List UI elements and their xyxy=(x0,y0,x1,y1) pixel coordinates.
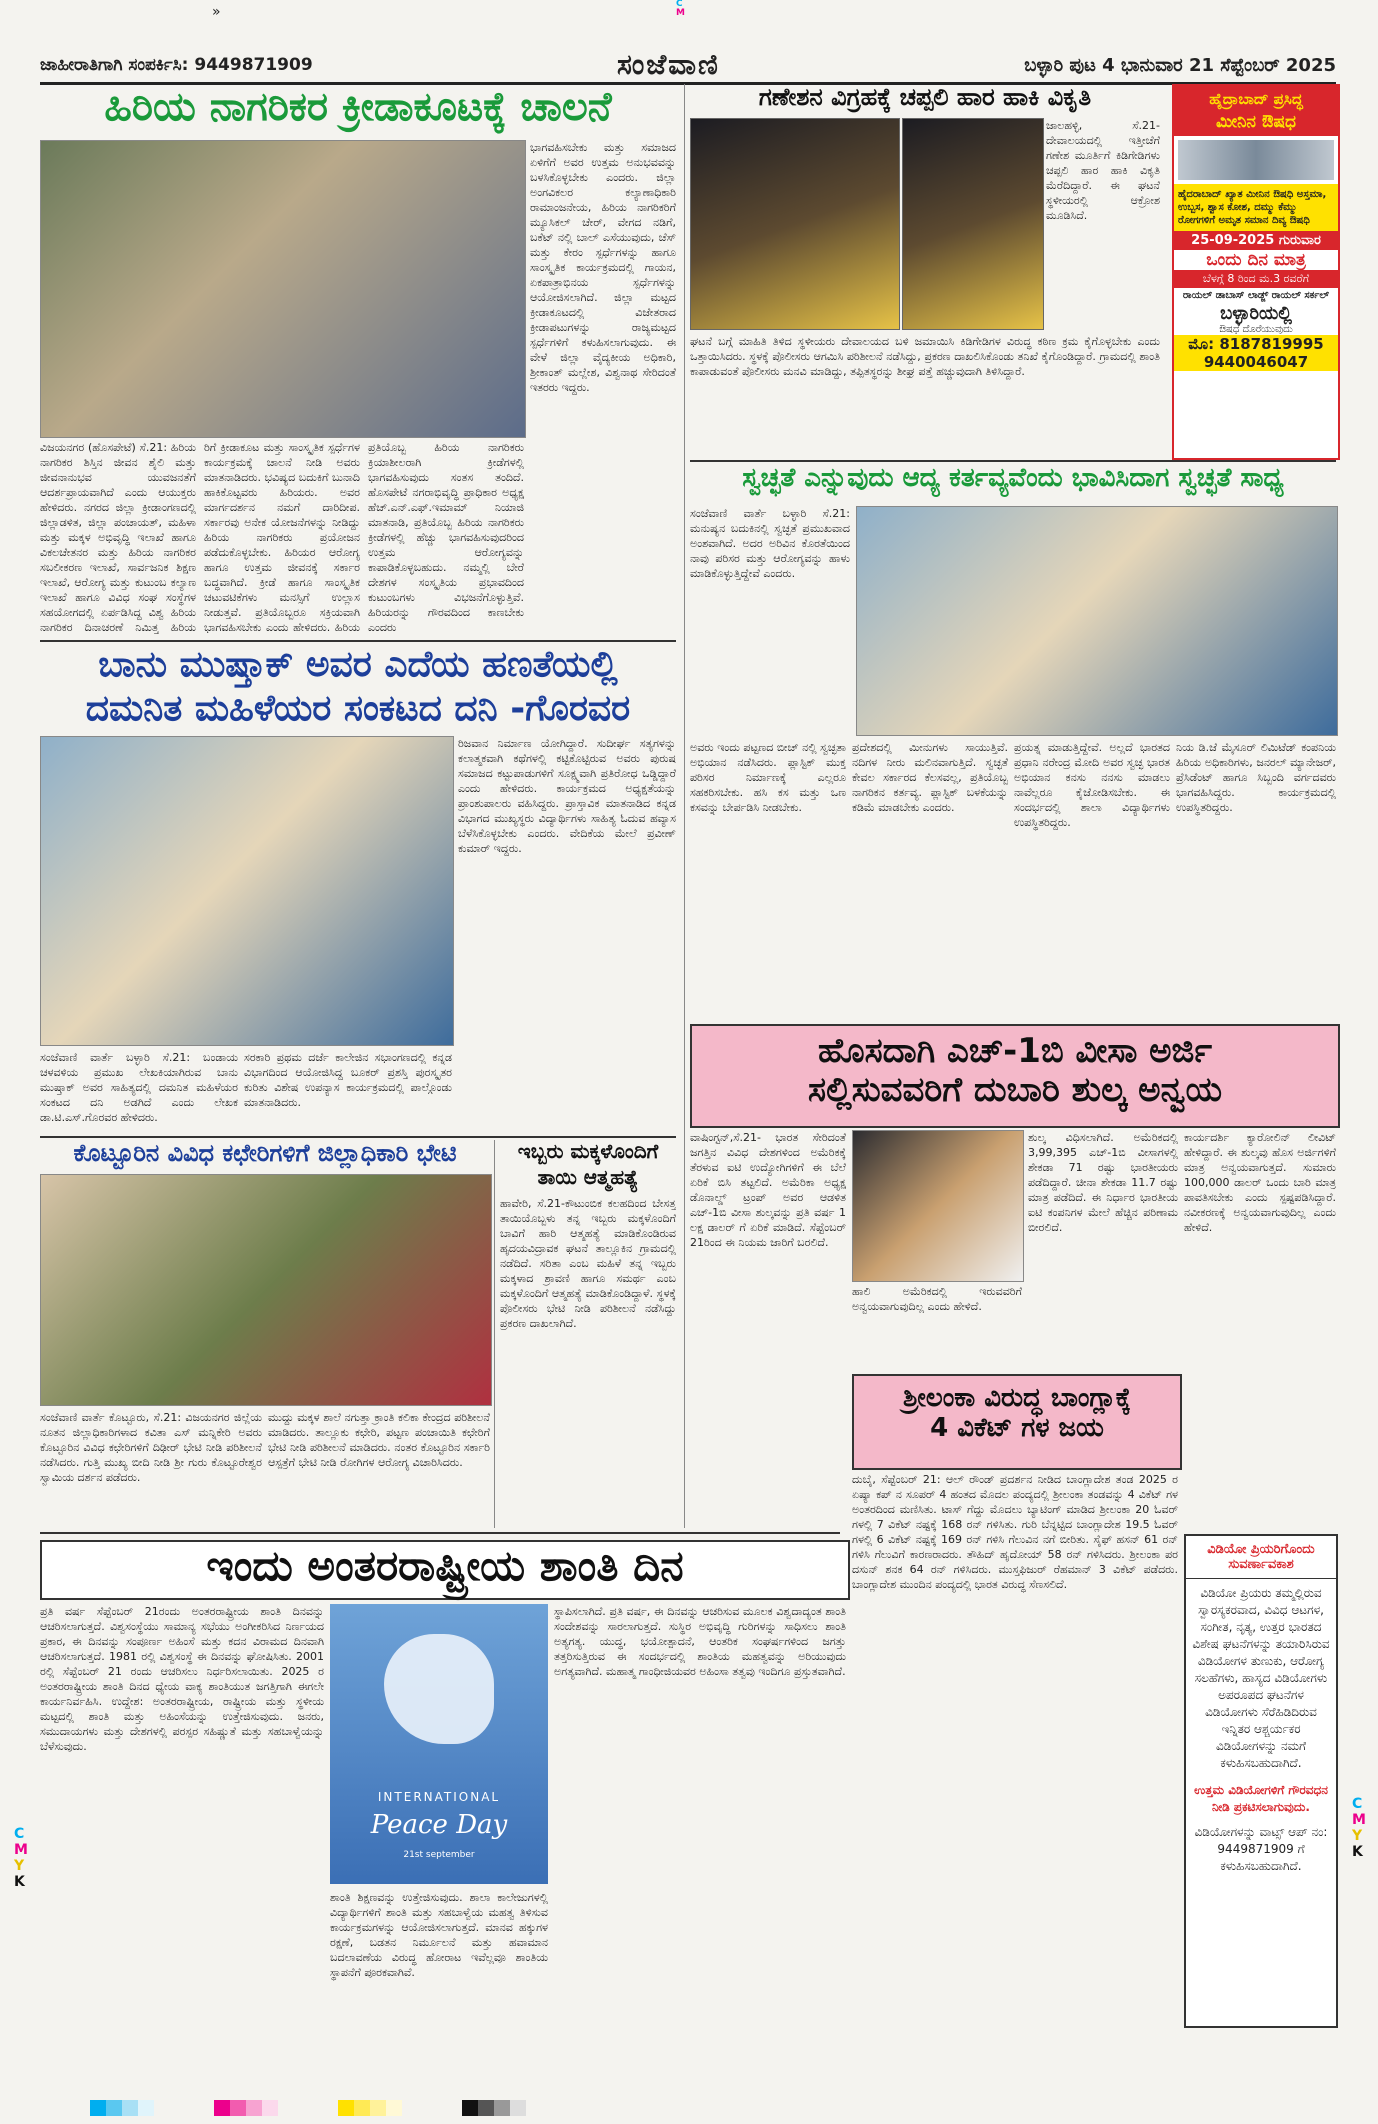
sidebar-footer: ವಿಡಿಯೋಗಳನ್ನು ವಾಟ್ಸ್ ಆಪ್ ನಂ: 9449871909 ಗೆ ಕಳುಹಿಸಬಹುದಾಗಿದೆ. xyxy=(1194,1825,1328,1873)
story2-col2: ರಿಜವಾನ ನಿರ್ಮಾಣ ಯೋಗಿದ್ದಾರೆ. ಸುದೀರ್ಘ ಸತ್ಯಗಳನ್ನು ಕಲಾತ್ಮಕವಾಗಿ ಕಥೆಗಳಲ್ಲಿ ಕಟ್ಟಿಕೊಟ್ಟಿರುವ ಅವರು ಪುರುಷ ಸಮಾಜದ ಕಟ್ಟುಪಾಡುಗಳಿಗೆ ಸೂಕ್ಷ್ಮವಾಗಿ ಪ್ರತಿರೋಧ ಒಡ್ಡಿದ್ದಾರೆ ಎಂದು ಹೇಳಿದರು. ಕಾರ್ಯಕ್ರಮದ ಅಧ್ಯಕ್ಷತೆಯನ್ನು ಪ್ರಾಂಶುಪಾಲರು ವಹಿಸಿದ್ದರು. ಪ್ರಾಸ್ತಾವಿಕ ಮಾತನಾಡಿದ ಕನ್ನಡ ವಿಭಾಗದ ಮುಖ್ಯಸ್ಥರು ವಿದ್ಯಾರ್ಥಿಗಳು ಸಾಹಿತ್ಯ ಓದುವ ಹವ್ಯಾಸ ಬೆಳೆಸಿಕೊಳ್ಳಬೇಕು ಎಂದರು. ವೇದಿಕೆಯ ಮೇಲೆ ಪ್ರವೀಣ್ ಕುಮಾರ್ ಇದ್ದರು. xyxy=(458,737,676,855)
ad-once: ಒಂದು ದಿನ ಮಾತ್ರ xyxy=(1206,250,1306,270)
cmyk-top-mark: C M xyxy=(676,0,685,18)
sidebar-body: ವಿಡಿಯೋ ಪ್ರಿಯರು ತಮ್ಮಲ್ಲಿರುವ ಸ್ವಾರಸ್ಯಕರವಾದ, ವಿವಿಧ ಆಟಗಳ, ಸಂಗೀತ, ನೃತ್ಯ, ಉತ್ತರ ಭಾರತದ ವಿಶೇಷ ಘಟನೆಗಳನ್ನು ತಯಾರಿಸಿರುವ ವಿಡಿಯೋಗಳ ತುಣುಕು, ಆರೋಗ್ಯ ಸಲಹೆಗಳು, ಹಾಸ್ಯದ ವಿಡಿಯೋಗಳು ಅಪರೂಪದ ಘಟನೆಗಳ ವಿಡಿಯೋಗಳು ಸೆರೆಹಿಡಿದಿರುವ ಇನ್ನಿತರ ಆಶ್ಚರ್ಯಕರ ವಿಡಿಯೋಗಳನ್ನು ನಮಗೆ ಕಳುಹಿಸಬಹುದಾಗಿದೆ. xyxy=(1192,1586,1330,1770)
story7-col3: ಕಾರ್ಯದರ್ಶಿ ಕ್ಯಾರೋಲಿನ್ ಲೀವಿಟ್ ಹೇಳಿದ್ದಾರೆ. ಈ ಶುಲ್ಕವು ಹೊಸ ಅರ್ಜಿಗಳಿಗೆ ಮಾತ್ರ ಅನ್ವಯವಾಗುತ್ತದೆ. ಸುಮಾರು 100,000 ಡಾಲರ್ ಒಂದು ಬಾರಿ ಮಾತ್ರ ಪಾವತಿಸಬೇಕು ಎಂದು ಸ್ಪಷ್ಟಪಡಿಸಿದ್ದಾರೆ. ನವೀಕರಣಕ್ಕೆ ಅನ್ವಯವಾಗುವುದಿಲ್ಲ ಎಂದು ಹೇಳಿದೆ. xyxy=(1184,1131,1336,1234)
story7-col2: ಶುಲ್ಕ ವಿಧಿಸಲಾಗಿದೆ. ಅಮೆರಿಕದಲ್ಲಿ 3,99,395 ಎಚ್-1ಬಿ ವೀಸಾಗಳಲ್ಲಿ ಶೇಕಡಾ 71 ರಷ್ಟು ಭಾರತೀಯರು ಪಡೆದಿದ್ದಾರೆ. ಚೀನಾ ಶೇಕಡಾ 11.7 ರಷ್ಟು ಮಾತ್ರ ಪಡೆದಿದೆ. ಈ ನಿರ್ಧಾರ ಭಾರತೀಯ ಐಟಿ ಕಂಪನಿಗಳ ಮೇಲೆ ಹೆಚ್ಚಿನ ಪರಿಣಾಮ ಬೀರಲಿದೆ. xyxy=(1028,1131,1178,1234)
cmyk-right-mark: C M Y K xyxy=(1352,1796,1366,1860)
fish-medicine-ad xyxy=(1172,84,1340,460)
story6-col4: ನಿಯ ಡಿ.ಜೆ ಮೈಸೂರ್ ಲಿಮಿಟೆಡ್ ಕಂಪನಿಯ ಹಿರಿಯ ಅಧಿಕಾರಿಗಳು, ಜನರಲ್ ಮ್ಯಾನೇಜರ್, ಪ್ರೆಸಿಡೆಂಟ್ ಹಾಗೂ ಸಿಬ್ಬಂದಿ ವರ್ಗದವರು ಭಾಗವಹಿಸಿದ್ದರು. ಕಾರ್ಯಕ್ರಮದಲ್ಲಿ ಉಪಸ್ಥಿತರಿದ್ದರು. xyxy=(1176,741,1336,814)
story5-body: ಘಟನೆ ಬಗ್ಗೆ ಮಾಹಿತಿ ತಿಳಿದ ಸ್ಥಳೀಯರು ದೇವಾಲಯದ ಬಳಿ ಜಮಾಯಿಸಿ ಕಿಡಿಗೇಡಿಗಳ ವಿರುದ್ಧ ಕಠಿಣ ಕ್ರಮ ಕೈಗೊಳ್ಳಬೇಕು ಎಂದು ಒತ್ತಾಯಿಸಿದರು. ಸ್ಥಳಕ್ಕೆ ಪೊಲೀಸರು ಆಗಮಿಸಿ ಪರಿಶೀಲನೆ ನಡೆಸಿದ್ದು, ಪ್ರಕರಣ ದಾಖಲಿಸಿಕೊಂಡು ತನಿಖೆ ಕೈಗೊಂಡಿದ್ದಾರೆ. ಗ್ರಾಮದಲ್ಲಿ ಶಾಂತಿ ಕಾಪಾಡುವಂತೆ ಪೊಲೀಸರು ಮನವಿ ಮಾಡಿದ್ದು, ತಪ್ಪಿತಸ್ಥರನ್ನು ಶೀಘ್ರ ಪತ್ತೆ ಹಚ್ಚುವುದಾಗಿ ತಿಳಿಸಿದ್ದಾರೆ. xyxy=(690,335,1160,378)
story2-headline-2: ದಮನಿತ ಮಹಿಳೆಯರ ಸಂಕಟದ ದನಿ -ಗೊರವರ xyxy=(85,688,631,729)
peace-day-poster xyxy=(330,1604,548,1884)
divider xyxy=(40,640,676,642)
story9-headline: ಇಂದು ಅಂತರರಾಷ್ಟ್ರೀಯ ಶಾಂತಿ ದಿನ xyxy=(40,1540,850,1600)
story9-col2: ಸ್ಥಾಪಿಸಲಾಗಿದೆ. ಪ್ರತಿ ವರ್ಷ, ಈ ದಿನವನ್ನು ಆಚರಿಸುವ ಮೂಲಕ ವಿಶ್ವದಾದ್ಯಂತ ಶಾಂತಿ ಸಂದೇಶವನ್ನು ಸಾರಲಾಗುತ್ತದೆ. ಸುಸ್ಥಿರ ಅಭಿವೃದ್ಧಿ ಗುರಿಗಳನ್ನು ಸಾಧಿಸಲು ಶಾಂತಿ ಅತ್ಯಗತ್ಯ. ಯುದ್ಧ, ಭಯೋತ್ಪಾದನೆ, ಆಂತರಿಕ ಸಂಘರ್ಷಗಳಿಂದ ಜಗತ್ತು ತತ್ತರಿಸುತ್ತಿರುವ ಈ ಸಂದರ್ಭದಲ್ಲಿ ಶಾಂತಿಯ ಮಹತ್ವವನ್ನು ಅರಿಯುವುದು ಅಗತ್ಯವಾಗಿದೆ. ಮಹಾತ್ಮ ಗಾಂಧೀಜಿಯವರ ಅಹಿಂಸಾ ತತ್ವವು ಇಂದಿಗೂ ಪ್ರಸ್ತುತವಾಗಿದೆ. xyxy=(554,1605,846,1678)
story7-headline-1: ಹೊಸದಾಗಿ ಎಚ್-1ಬಿ ವೀಸಾ ಅರ್ಜಿ xyxy=(817,1031,1213,1071)
poster-line1: INTERNATIONAL xyxy=(377,1790,501,1804)
sidebar-highlight: ಉತ್ತಮ ವಿಡಿಯೋಗಳಿಗೆ ಗೌರವಧನ ನೀಡಿ ಪ್ರಕಟಿಸಲಾಗುವುದು. xyxy=(1194,1783,1328,1814)
page-arrows: » xyxy=(212,4,221,20)
story5-side: ಜಾಲಹಳ್ಳಿ, ಸೆ.21- ದೇವಾಲಯದಲ್ಲಿ ಇತ್ತೀಚೆಗೆ ಗಣೇಶ ಮೂರ್ತಿಗೆ ಕಿಡಿಗೇಡಿಗಳು ಚಪ್ಪಲಿ ಹಾರ ಹಾಕಿ ವಿಕೃತಿ ಮೆರೆದಿದ್ದಾರೆ. ಈ ಘಟನೆ ಸ್ಥಳೀಯರಲ್ಲಿ ಆಕ್ರೋಶ ಮೂಡಿಸಿದೆ. xyxy=(1046,119,1160,222)
ad-title-1: ಹೈದ್ರಾಬಾದ್ ಪ್ರಸಿದ್ಧ xyxy=(1174,86,1338,112)
story1-photo xyxy=(40,140,526,438)
story1-col2: ರಿಗೆ ಕ್ರೀಡಾಕೂಟ ಮತ್ತು ಸಾಂಸ್ಕೃತಿಕ ಸ್ಪರ್ಧೆಗಳ ಕಾರ್ಯಕ್ರಮಕ್ಕೆ ಚಾಲನೆ ನೀಡಿ ಅವರು ಮಾತನಾಡಿದರು. ಭವಿಷ್ಯದ ಬದುಕಿಗೆ ಬುನಾದಿ ಹಾಕಿಕೊಟ್ಟವರು ಹಿರಿಯರು. ಅವರ ಮಾರ್ಗದರ್ಶನ ನಮಗೆ ದಾರಿದೀಪ. ಸರ್ಕಾರವು ಅನೇಕ ಯೋಜನೆಗಳನ್ನು ನೀಡಿದ್ದು ಹಿರಿಯ ನಾಗರಿಕರು ಪ್ರಯೋಜನ ಪಡೆದುಕೊಳ್ಳಬೇಕು. ಹಿರಿಯರ ಆರೋಗ್ಯ ಹಾಗೂ ಉತ್ತಮ ಜೀವನಕ್ಕೆ ಸರ್ಕಾರ ಬದ್ಧವಾಗಿದೆ. ಕ್ರೀಡೆ ಹಾಗೂ ಸಾಂಸ್ಕೃತಿಕ ಚಟುವಟಿಕೆಗಳು ಮನಸ್ಸಿಗೆ ಉಲ್ಲಾಸ ನೀಡುತ್ತವೆ. ಪ್ರತಿಯೊಬ್ಬರೂ ಸಕ್ರಿಯವಾಗಿ ಭಾಗವಹಿಸಬೇಕು ಎಂದು ಹೇಳಿದರು. ಹಿರಿಯ xyxy=(204,441,360,634)
story7-caption: ಹಾಲಿ ಅಮೆರಿಕದಲ್ಲಿ ಇರುವವರಿಗೆ ಅನ್ವಯವಾಗುವುದಿಲ್ಲ ಎಂದು ಹೇಳಿದೆ. xyxy=(852,1285,1022,1313)
story4-headline-2: ತಾಯಿ ಆತ್ಮಹತ್ಯೆ xyxy=(537,1165,639,1189)
story7-photo xyxy=(852,1130,1024,1282)
cmyk-left-mark: C M Y K xyxy=(14,1826,28,1890)
ad-city: ಬಳ್ಳಾರಿಯಲ್ಲಿ xyxy=(1220,303,1292,324)
story6-headline: ಸ್ವಚ್ಛತೆ ಎನ್ನುವುದು ಆದ್ಯ ಕರ್ತವ್ಯವೆಂದು ಭಾವಿಸಿದಾಗ ಸ್ವಚ್ಛತೆ ಸಾಧ್ಯ xyxy=(742,463,1284,493)
ad-date: 25-09-2025 ಗುರುವಾರ xyxy=(1174,231,1338,250)
ad-phone-2: 9440046047 xyxy=(1174,353,1338,371)
color-calibration-strip xyxy=(90,2100,526,2116)
ad-contact: ಜಾಹೀರಾತಿಗಾಗಿ ಸಂಪರ್ಕಿಸಿ: 9449871909 xyxy=(40,55,313,75)
story2-headline-1: ಬಾನು ಮುಷ್ತಾಕ್ ಅವರ ಎದೆಯ ಹಣತೆಯಲ್ಲಿ xyxy=(98,644,618,685)
story6-side: ಸಂಜೆವಾಣಿ ವಾರ್ತೆ ಬಳ್ಳಾರಿ ಸೆ.21: ಮನುಷ್ಯನ ಬದುಕಿನಲ್ಲಿ ಸ್ವಚ್ಛತೆ ಪ್ರಮುಖವಾದ ಅಂಶವಾಗಿದೆ. ಅದರ ಅರಿವಿನ ಕೊರತೆಯಿಂದ ನಾವು ಪರಿಸರ ಮತ್ತು ಆರೋಗ್ಯವನ್ನು ಹಾಳು ಮಾಡಿಕೊಳ್ಳುತ್ತಿದ್ದೇವೆ ಎಂದರು. xyxy=(690,507,850,580)
story6-col3: ಪ್ರಯತ್ನ ಮಾಡುತ್ತಿದ್ದೇವೆ. ಅಲ್ಲದೆ ಭಾರತದ ಪ್ರಧಾನಿ ನರೇಂದ್ರ ಮೋದಿ ಅವರ ಸ್ವಚ್ಛ ಭಾರತ ಅಭಿಯಾನ ಕನಸು ನನಸು ಮಾಡಲು ನಾವೆಲ್ಲರೂ ಕೈಜೋಡಿಸಬೇಕು. ಈ ಸಂದರ್ಭದಲ್ಲಿ ಶಾಲಾ ವಿದ್ಯಾರ್ಥಿಗಳು ಉಪಸ್ಥಿತರಿದ್ದರು. xyxy=(1014,741,1170,829)
story1-col1: ವಿಜಯನಗರ (ಹೊಸಪೇಟೆ) ಸೆ.21: ಹಿರಿಯ ನಾಗರಿಕರ ಶಿಸ್ತಿನ ಜೀವನ ಶೈಲಿ ಮತ್ತು ಜೀವನಾನುಭವ ಯುವಜನತೆಗೆ ಆದರ್ಶಪ್ರಾಯವಾಗಿದೆ ಎಂದು ಆಯುಕ್ತರು ಹೇಳಿದರು. ನಗರದ ಜಿಲ್ಲಾ ಕ್ರೀಡಾಂಗಣದಲ್ಲಿ ಜಿಲ್ಲಾಡಳಿತ, ಜಿಲ್ಲಾ ಪಂಚಾಯತ್, ಮಹಿಳಾ ಮತ್ತು ಮಕ್ಕಳ ಅಭಿವೃದ್ಧಿ ಇಲಾಖೆ ಹಾಗೂ ವಿಕಲಚೇತನರ ಮತ್ತು ಹಿರಿಯ ನಾಗರಿಕರ ಸಬಲೀಕರಣ ಇಲಾಖೆ, ಸಾರ್ವಜನಿಕ ಶಿಕ್ಷಣ ಇಲಾಖೆ, ಆರೋಗ್ಯ ಮತ್ತು ಕುಟುಂಬ ಕಲ್ಯಾಣ ಇಲಾಖೆ ಹಾಗೂ ವಿವಿಧ ಸಂಘ ಸಂಸ್ಥೆಗಳ ಸಹಯೋಗದಲ್ಲಿ ಏರ್ಪಡಿಸಿದ್ದ ವಿಶ್ವ ಹಿರಿಯ ನಾಗರಿಕರ ದಿನಾಚರಣೆ ನಿಮಿತ್ತ ಹಿರಿಯ xyxy=(40,441,196,634)
ad-contact-label: ಔಷಧ ದೊರೆಯುವುದು xyxy=(1219,324,1293,335)
poster-line2: Peace Day xyxy=(370,1810,508,1840)
ad-venue: ರಾಯಲ್ ಡಾಬಾಸ್ ಲಾಡ್ಜ್ ರಾಯಲ್ ಸರ್ಕಲ್ xyxy=(1182,290,1330,301)
story7-headline-2: ಸಲ್ಲಿಸುವವರಿಗೆ ದುಬಾರಿ ಶುಲ್ಕ ಅನ್ವಯ xyxy=(808,1070,1222,1111)
story5-headline: ಗಣೇಶನ ವಿಗ್ರಹಕ್ಕೆ ಚಪ್ಪಲಿ ಹಾರ ಹಾಕಿ ವಿಕೃತಿ xyxy=(758,83,1092,111)
story8-headline-box xyxy=(852,1374,1182,1470)
story5-photo-1 xyxy=(690,118,900,330)
story8-body: ದುಬೈ, ಸೆಪ್ಟೆಂಬರ್ 21: ಆಲ್ ರೌಂಡ್ ಪ್ರದರ್ಶನ ನೀಡಿದ ಬಾಂಗ್ಲಾದೇಶ ತಂಡ 2025 ರ ಏಷ್ಯಾ ಕಪ್ ನ ಸೂಪರ್ 4 ಹಂತದ ಮೊದಲ ಪಂದ್ಯದಲ್ಲಿ ಶ್ರೀಲಂಕಾ ತಂಡವನ್ನು 4 ವಿಕೆಟ್ ಗಳ ಅಂತರದಿಂದ ಮಣಿಸಿತು. ಟಾಸ್ ಗೆದ್ದು ಮೊದಲು ಬ್ಯಾಟಿಂಗ್ ಮಾಡಿದ ಶ್ರೀಲಂಕಾ 20 ಓವರ್ ಗಳಲ್ಲಿ 7 ವಿಕೆಟ್ ನಷ್ಟಕ್ಕೆ 168 ರನ್ ಗಳಿಸಿತು. ಗುರಿ ಬೆನ್ನಟ್ಟಿದ ಬಾಂಗ್ಲಾದೇಶ 19.5 ಓವರ್ ಗಳಲ್ಲಿ 6 ವಿಕೆಟ್ ನಷ್ಟಕ್ಕೆ 169 ರನ್ ಗಳಿಸಿ ಗೆಲುವಿನ ನಗೆ ಬೀರಿತು. ಸೈಫ್ ಹಸನ್ 61 ರನ್ ಗಳಿಸಿ ಗೆಲುವಿಗೆ ಕಾರಣರಾದರು. ತೌಹಿದ್ ಹೃದೋಯ್ 58 ರನ್ ಗಳಿಸಿದರು. ಶ್ರೀಲಂಕಾ ಪರ ದಸುನ್ ಶನಕ 64 ರನ್ ಗಳಿಸಿದರು. ಮುಸ್ತಫಿಜುರ್ ರೆಹಮಾನ್ 3 ವಿಕೆಟ್ ಪಡೆದರು. ಬಾಂಗ್ಲಾದೇಶ ಮುಂದಿನ ಪಂದ್ಯದಲ್ಲಿ ಭಾರತ ವಿರುದ್ಧ ಸೆಣಸಲಿದೆ. xyxy=(852,1473,1178,1591)
dove-icon xyxy=(384,1634,494,1744)
story2-col1: ಸಂಜೆವಾಣಿ ವಾರ್ತೆ ಬಳ್ಳಾರಿ ಸೆ.21: ಬಂಡಾಯ ಚಳವಳಿಯ ಪ್ರಮುಖ ಲೇಖಕಿಯಾಗಿರುವ ಬಾನು ಮುಷ್ತಾಕ್ ಅವರ ಸಾಹಿತ್ಯದಲ್ಲಿ ದಮನಿತ ಮಹಿಳೆಯರ ಸಂಕಟದ ದನಿ ಅಡಗಿದೆ ಎಂದು ಲೇಖಕ ಡಾ.ಟಿ.ಎಸ್.ಗೊರವರ ಹೇಳಿದರು. xyxy=(40,1051,238,1124)
poster-line3: 21st september xyxy=(403,1850,475,1860)
story4-body: ಹಾವೇರಿ, ಸೆ.21-ಕೌಟುಂಬಿಕ ಕಲಹದಿಂದ ಬೇಸತ್ತ ತಾಯಿಯೊಬ್ಬಳು ತನ್ನ ಇಬ್ಬರು ಮಕ್ಕಳೊಂದಿಗೆ ಬಾವಿಗೆ ಹಾರಿ ಆತ್ಮಹತ್ಯೆ ಮಾಡಿಕೊಂಡಿರುವ ಹೃದಯವಿದ್ರಾವಕ ಘಟನೆ ತಾಲ್ಲೂಕಿನ ಗ್ರಾಮದಲ್ಲಿ ನಡೆದಿದೆ. ಸರಿತಾ ಎಂಬ ಮಹಿಳೆ ತನ್ನ ಇಬ್ಬರು ಮಕ್ಕಳಾದ ಶ್ರಾವಣಿ ಹಾಗೂ ಸಮರ್ಥ ಎಂಬ ಮಕ್ಕಳೊಂದಿಗೆ ಆತ್ಮಹತ್ಯೆ ಮಾಡಿಕೊಂಡಿದ್ದಾಳೆ. ಸ್ಥಳಕ್ಕೆ ಪೊಲೀಸರು ಭೇಟಿ ನೀಡಿ ಪರಿಶೀಲನೆ ನಡೆಸಿದ್ದು ಪ್ರಕರಣ ದಾಖಲಾಗಿದೆ. xyxy=(500,1197,676,1330)
story3-headline: ಕೊಟ್ಟೂರಿನ ವಿವಿಧ ಕಛೇರಿಗಳಿಗೆ ಜಿಲ್ಲಾಧಿಕಾರಿ ಭೇಟಿ xyxy=(73,1139,457,1167)
story1-headline: ಹಿರಿಯ ನಾಗರಿಕರ ಕ್ರೀಡಾಕೂಟಕ್ಕೆ ಚಾಲನೆ xyxy=(104,84,612,130)
sidebar-title: ವಿಡಿಯೋ ಪ್ರಿಯರಿಗೊಂದು ಸುವರ್ಣಾವಕಾಶ xyxy=(1186,1536,1336,1579)
story3-col1: ಸಂಜೆವಾಣಿ ವಾರ್ತೆ ಕೊಟ್ಟೂರು, ಸೆ.21: ವಿಜಯನಗರ ಜಿಲ್ಲೆಯ ನೂತನ ಜಿಲ್ಲಾಧಿಕಾರಿಗಳಾದ ಕವಿತಾ ಎಸ್ ಮನ್ನಿಕೇರಿ ಅವರು ಕೊಟ್ಟೂರಿನ ವಿವಿಧ ಕಛೇರಿಗಳಿಗೆ ದಿಢೀರ್ ಭೇಟಿ ನೀಡಿ ಪರಿಶೀಲನೆ ನಡೆಸಿದರು. ಗುತ್ತಿ ಮುಖ್ಯ ಬೀದಿ ನೀಡಿ ಶ್ರೀ ಗುರು ಕೊಟ್ಟೂರೇಶ್ವರ ಸ್ವಾಮಿಯ ದರ್ಶನ ಪಡೆದರು. xyxy=(40,1411,262,1484)
masthead xyxy=(40,48,1336,85)
divider xyxy=(40,1136,676,1138)
story1-col3: ಪ್ರತಿಯೊಬ್ಬ ಹಿರಿಯ ನಾಗರಿಕರು ಕ್ರಿಯಾಶೀಲರಾಗಿ ಕ್ರೀಡೆಗಳಲ್ಲಿ ಭಾಗವಹಿಸುವುದು ಸಂತಸ ತಂದಿದೆ. ಹೊಸಪೇಟೆ ನಗರಾಭಿವೃದ್ಧಿ ಪ್ರಾಧಿಕಾರ ಅಧ್ಯಕ್ಷ ಹೆಚ್.ಎನ್.ಎಫ್.ಇಮಾಮ್ ನಿಯಾಜಿ ಮಾತನಾಡಿ, ಪ್ರತಿಯೊಬ್ಬ ಹಿರಿಯ ನಾಗರಿಕರು ಕ್ರೀಡೆಗಳಲ್ಲಿ ಹೆಚ್ಚು ಭಾಗವಹಿಸುವುದರಿಂದ ಉತ್ತಮ ಆರೋಗ್ಯವನ್ನು ಕಾಪಾಡಿಕೊಳ್ಳಬಹುದು. ನಮ್ಮಲ್ಲಿ ಬೇರೆ ದೇಶಗಳ ಸಂಸ್ಕೃತಿಯ ಪ್ರಭಾವದಿಂದ ಕುಟುಂಬಗಳು ವಿಭಜನೆಗೊಳ್ಳುತ್ತಿವೆ. ಹಿರಿಯರನ್ನು ಗೌರವದಿಂದ ಕಾಣಬೇಕು ಎಂದರು xyxy=(368,441,524,634)
fish-image xyxy=(1178,140,1334,180)
story6-col1: ಅವರು ಇಂದು ಪಟ್ಟಣದ ಬೀಚ್ ನಲ್ಲಿ ಸ್ವಚ್ಛತಾ ಅಭಿಯಾನ ನಡೆಸಿದರು. ಪ್ಲಾಸ್ಟಿಕ್ ಮುಕ್ತ ಪರಿಸರ ನಿರ್ಮಾಣಕ್ಕೆ ಎಲ್ಲರೂ ಸಹಕರಿಸಬೇಕು. ಹಸಿ ಕಸ ಮತ್ತು ಒಣ ಕಸವನ್ನು ಬೇರ್ಪಡಿಸಿ ನೀಡಬೇಕು. xyxy=(690,741,846,814)
divider xyxy=(690,460,1336,462)
story1-col4: ಭಾಗವಹಿಸಬೇಕು ಮತ್ತು ಸಮಾಜದ ಏಳಿಗೆಗೆ ಅವರ ಉತ್ತಮ ಅನುಭವವನ್ನು ಬಳಸಿಕೊಳ್ಳಬೇಕು ಎಂದರು. ಜಿಲ್ಲಾ ಅಂಗವಿಕಲರ ಕಲ್ಯಾಣಾಧಿಕಾರಿ ರಾಮಾಂಜನೇಯ, ಹಿರಿಯ ನಾಗರಿಕರಿಗೆ ಮ್ಯೂಸಿಕಲ್ ಚೇರ್, ವೇಗದ ನಡಿಗೆ, ಬಕೆಟ್ ನಲ್ಲಿ ಬಾಲ್ ಎಸೆಯುವುದು, ಚೆಸ್ ಮತ್ತು ಕೇರಂ ಸ್ಪರ್ಧೆಗಳನ್ನು ಹಾಗೂ ಸಾಂಸ್ಕೃತಿಕ ಕಾರ್ಯಕ್ರಮದಲ್ಲಿ ಗಾಯನ, ಏಕಪಾತ್ರಾಭಿನಯ ಸ್ಪರ್ಧೆಗಳನ್ನು ಆಯೋಜಿಸಲಾಗಿದೆ. ಜಿಲ್ಲಾ ಮಟ್ಟದ ಕ್ರೀಡಾಕೂಟದಲ್ಲಿ ವಿಜೇತರಾದ ಕ್ರೀಡಾಪಟುಗಳನ್ನು ರಾಜ್ಯಮಟ್ಟದ ಸ್ಪರ್ಧೆಗಳಿಗೆ ಕಳುಹಿಸಲಾಗುವುದು. ಈ ವೇಳೆ ಜಿಲ್ಲಾ ವೈದ್ಯಕೀಯ ಅಧಿಕಾರಿ, ಶ್ರೀಕಾಂತ್ ಮಲ್ಲೇಶ, ವಿಶ್ವನಾಥ ಸೇರಿದಂತೆ ಇತರರು ಇದ್ದರು. xyxy=(530,141,676,394)
video-sidebar xyxy=(1184,1534,1338,2028)
divider xyxy=(40,1532,840,1534)
story2-col3: ಸರಕಾರಿ ಪ್ರಥಮ ದರ್ಜೆ ಕಾಲೇಜಿನ ಸಭಾಂಗಣದಲ್ಲಿ ಕನ್ನಡ ವಿಭಾಗದಿಂದ ಆಯೋಜಿಸಿದ್ದ ಬೂಕರ್ ಪ್ರಶಸ್ತಿ ಪುರಸ್ಕೃತರ ಕುರಿತು ವಿಶೇಷ ಉಪನ್ಯಾಸ ಕಾರ್ಯಕ್ರಮದಲ್ಲಿ ಪಾಲ್ಗೊಂಡು ಮಾತನಾಡಿದರು. xyxy=(244,1051,452,1109)
story8-headline-2: 4 ವಿಕೆಟ್ ಗಳ ಜಯ xyxy=(930,1412,1104,1443)
divider xyxy=(684,84,685,1528)
story2-photo xyxy=(40,736,454,1046)
ad-title-2: ಮೀನಿನ ಔಷಧ xyxy=(1174,112,1338,136)
dateline: ಬಳ್ಳಾರಿ ಪುಟ 4 ಭಾನುವಾರ 21 ಸೆಪ್ಟೆಂಬರ್ 2025 xyxy=(1024,54,1336,76)
story6-photo xyxy=(856,506,1338,736)
ad-time: ಬೆಳಗ್ಗೆ 8 ರಿಂದ ಮ.3 ರವರೆಗೆ xyxy=(1174,270,1338,288)
story6-col2: ಪ್ರದೇಶದಲ್ಲಿ ಮೀನುಗಳು ಸಾಯುತ್ತಿವೆ. ನದಿಗಳ ನೀರು ಮಲಿನವಾಗುತ್ತಿದೆ. ಸ್ವಚ್ಛತೆ ಕೇವಲ ಸರ್ಕಾರದ ಕೆಲಸವಲ್ಲ, ಪ್ರತಿಯೊಬ್ಬ ನಾಗರಿಕನ ಕರ್ತವ್ಯ. ಪ್ಲಾಸ್ಟಿಕ್ ಬಳಕೆಯನ್ನು ಕಡಿಮೆ ಮಾಡಬೇಕು ಎಂದರು. xyxy=(852,741,1008,814)
story5-photo-2 xyxy=(902,118,1044,330)
ad-description: ಹೈದರಾಬಾದ್ ಖ್ಯಾತ ಮೀನಿನ ಔಷಧಿ ಅಸ್ತಮಾ, ಉಬ್ಬಸ, ಶ್ವಾಸ ಕೋಶ, ದಮ್ಮು ಕೆಮ್ಮು ರೋಗಗಳಿಗೆ ಅಮೃತ ಸಮಾನ ದಿವ್ಯ ಔಷಧಿ xyxy=(1174,184,1338,231)
divider xyxy=(494,1140,495,1528)
story7-col1: ವಾಷಿಂಗ್ಟನ್,ಸೆ.21- ಭಾರತ ಸೇರಿದಂತೆ ಜಗತ್ತಿನ ವಿವಿಧ ದೇಶಗಳಿಂದ ಅಮೆರಿಕಕ್ಕೆ ತೆರಳುವ ಐಟಿ ಉದ್ಯೋಗಿಗಳಿಗೆ ಈ ಬೆಲೆ ಏರಿಕೆ ಬಿಸಿ ತಟ್ಟಲಿದೆ. ಅಮೆರಿಕಾ ಅಧ್ಯಕ್ಷ ಡೊನಾಲ್ಡ್ ಟ್ರಂಪ್ ಅವರ ಆಡಳಿತ ಎಚ್-1ಬಿ ವೀಸಾ ಶುಲ್ಕವನ್ನು ಪ್ರತಿ ವರ್ಷ 1 ಲಕ್ಷ ಡಾಲರ್ ಗೆ ಏರಿಕೆ ಮಾಡಿದೆ. ಸೆಪ್ಟೆಂಬರ್ 21ರಿಂದ ಈ ನಿಯಮ ಜಾರಿಗೆ ಬರಲಿದೆ. xyxy=(690,1131,846,1249)
story4-headline-1: ಇಬ್ಬರು ಮಕ್ಕಳೊಂದಿಗೆ xyxy=(517,1139,659,1163)
newspaper-brand: ಸಂಜೆವಾಣಿ xyxy=(616,48,720,81)
story3-photo xyxy=(40,1174,492,1406)
story8-headline-1: ಶ್ರೀಲಂಕಾ ವಿರುದ್ಧ ಬಾಂಗ್ಲಾಕ್ಕೆ xyxy=(903,1383,1131,1413)
story9-col1: ಪ್ರತಿ ವರ್ಷ ಸೆಪ್ಟೆಂಬರ್ 21ರಂದು ಅಂತರರಾಷ್ಟ್ರೀಯ ಶಾಂತಿ ದಿನವನ್ನು ಆಚರಿಸಲಾಗುತ್ತದೆ. ವಿಶ್ವಸಂಸ್ಥೆಯು ಸಾಮಾನ್ಯ ಸಭೆಯು ಅಂಗೀಕರಿಸಿದ ನಿರ್ಣಯದ ಪ್ರಕಾರ, ಈ ದಿನವನ್ನು ಸಂಪೂರ್ಣ ಅಹಿಂಸೆ ಮತ್ತು ಕದನ ವಿರಾಮದ ದಿನವಾಗಿ ಆಚರಿಸಲಾಗುತ್ತದೆ. 1981 ರಲ್ಲಿ ವಿಶ್ವಸಂಸ್ಥೆ ಈ ದಿನವನ್ನು ಘೋಷಿಸಿತು. 2001 ರಲ್ಲಿ ಸೆಪ್ಟೆಂಬರ್ 21 ರಂದು ಆಚರಿಸಲು ನಿರ್ಧರಿಸಲಾಯಿತು. 2025 ರ ಅಂತರರಾಷ್ಟ್ರೀಯ ಶಾಂತಿ ದಿನದ ಧ್ಯೇಯ ವಾಕ್ಯ ಶಾಂತಿಯುತ ಜಗತ್ತಿಗಾಗಿ ಈಗಲೇ ಕಾರ್ಯನಿರ್ವಹಿಸಿ. ಉದ್ದೇಶ: ಅಂತರರಾಷ್ಟ್ರೀಯ, ರಾಷ್ಟ್ರೀಯ ಮತ್ತು ಸ್ಥಳೀಯ ಮಟ್ಟದಲ್ಲಿ ಶಾಂತಿ ಮತ್ತು ಅಹಿಂಸೆಯನ್ನು ಉತ್ತೇಜಿಸುವುದು. ಜನರು, ಸಮುದಾಯಗಳು ಮತ್ತು ದೇಶಗಳಲ್ಲಿ ಪರಸ್ಪರ ಸಹಿಷ್ಣುತೆ ಮತ್ತು ಸಹಬಾಳ್ವೆಯನ್ನು ಬೆಳೆಸುವುದು. xyxy=(40,1605,324,1753)
ad-phone-1: ಮೊ: 8187819995 xyxy=(1174,335,1338,353)
story7-headline-box xyxy=(690,1024,1340,1128)
story3-col2: ಮುದ್ದು ಮಕ್ಕಳ ಶಾಲೆ ನಗುತ್ತಾ ಕ್ರಾಂತಿ ಕಲಿಕಾ ಕೇಂದ್ರದ ಪರಿಶೀಲನೆ ಮಾಡಿದರು. ತಾಲ್ಲೂಕು ಕಛೇರಿ, ಪಟ್ಟಣ ಪಂಚಾಯಿತಿ ಕಛೇರಿಗೆ ಭೇಟಿ ನೀಡಿ ಪರಿಶೀಲನೆ ಮಾಡಿದರು. ನಂತರ ಕೊಟ್ಟೂರಿನ ಸರ್ಕಾರಿ ಆಸ್ಪತ್ರೆಗೆ ಭೇಟಿ ನೀಡಿ ರೋಗಿಗಳ ಆರೋಗ್ಯ ವಿಚಾರಿಸಿದರು. xyxy=(268,1411,490,1469)
story9-col3: ಶಾಂತಿ ಶಿಕ್ಷಣವನ್ನು ಉತ್ತೇಜಿಸುವುದು. ಶಾಲಾ ಕಾಲೇಜುಗಳಲ್ಲಿ ವಿದ್ಯಾರ್ಥಿಗಳಿಗೆ ಶಾಂತಿ ಮತ್ತು ಸಹಬಾಳ್ವೆಯ ಮಹತ್ವ ತಿಳಿಸುವ ಕಾರ್ಯಕ್ರಮಗಳನ್ನು ಆಯೋಜಿಸಲಾಗುತ್ತದೆ. ಮಾನವ ಹಕ್ಕುಗಳ ರಕ್ಷಣೆ, ಬಡತನ ನಿರ್ಮೂಲನೆ ಮತ್ತು ಹವಾಮಾನ ಬದಲಾವಣೆಯ ವಿರುದ್ಧ ಹೋರಾಟ ಇವೆಲ್ಲವೂ ಶಾಂತಿಯ ಸ್ಥಾಪನೆಗೆ ಪೂರಕವಾಗಿವೆ. xyxy=(330,1891,548,1979)
